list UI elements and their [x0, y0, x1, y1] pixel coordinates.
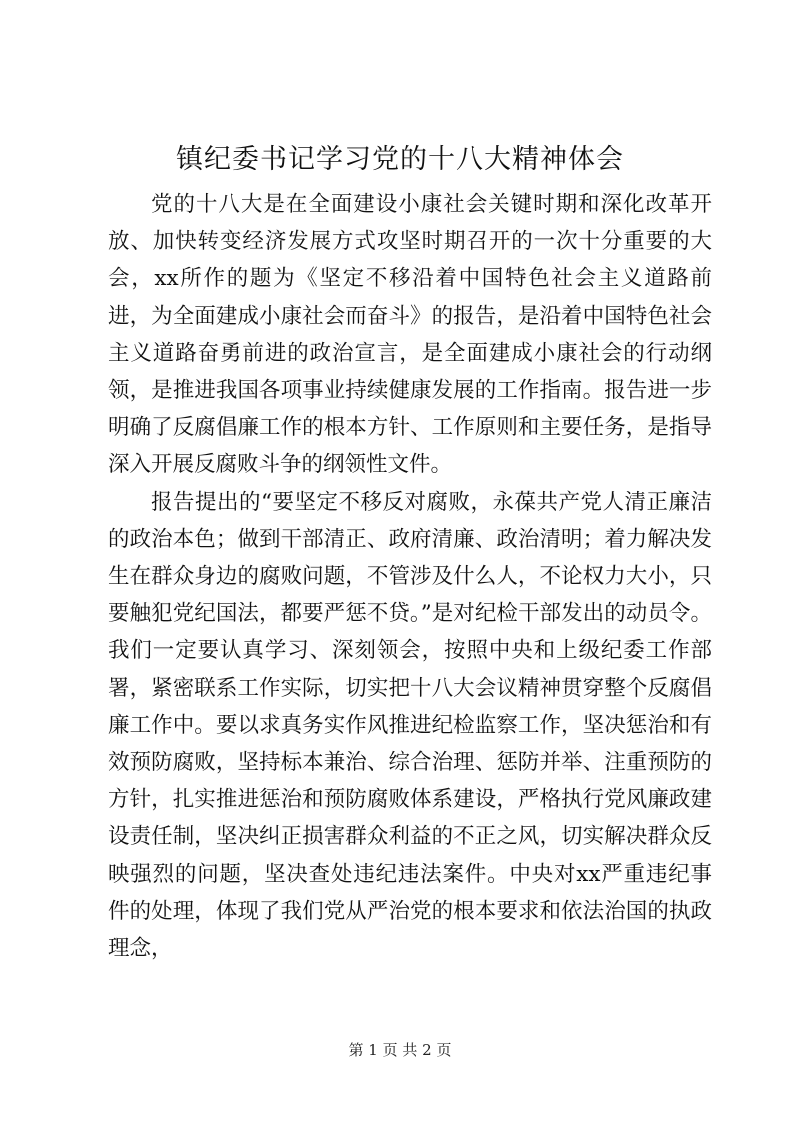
document-body — [108, 186, 712, 967]
paragraph-2: 报告提出的“要坚定不移反对腐败，永葆共产党人清正廉洁的政治本色；做到干部清正、政府清廉、政治清明；着力解决发生在群众身边的腐败问题，不管涉及什么人，不论权力大小，只要触犯党纪国法，都要严惩不贷。”是对纪检干部发出的动员令。我们一定要认真学习、深刻领会，按照中央和上级纪委工作部署，紧密联系工作实际，切实把十八大会议精神贯穿整个反腐倡廉工作中。要以求真务实作风推进纪检监察工作，坚决惩治和有效预防腐败，坚持标本兼治、综合治理、惩防并举、注重预防的方针，扎实推进惩治和预防腐败体系建设，严格执行党风廉政建设责任制，坚决纠正损害群众利益的不正之风，切实解决群众反映强烈的问题，坚决查处违纪违法案件。中央对xx严重违纪事件的处理，体现了我们党从严治党的根本要求和依法治国的执政理念， — [108, 489, 712, 962]
page-footer: 第 1 页 共 2 页 — [348, 1041, 452, 1059]
paragraph-1: 党的十八大是在全面建设小康社会关键时期和深化改革开放、加快转变经济发展方式攻坚时期召开的一次十分重要的大会，xx所作的题为《坚定不移沿着中国特色社会主义道路前进，为全面建成小康社会而奋斗》的报告，是沿着中国特色社会主义道路奋勇前进的政治宣言，是全面建成小康社会的行动纲领，是推进我国各项事业持续健康发展的工作指南。报告进一步明确了反腐倡廉工作的根本方针、工作原则和主要任务，是指导深入开展反腐败斗争的纲领性文件。 — [108, 192, 712, 478]
document-title: 镇纪委书记学习党的十八大精神体会 — [176, 144, 624, 175]
